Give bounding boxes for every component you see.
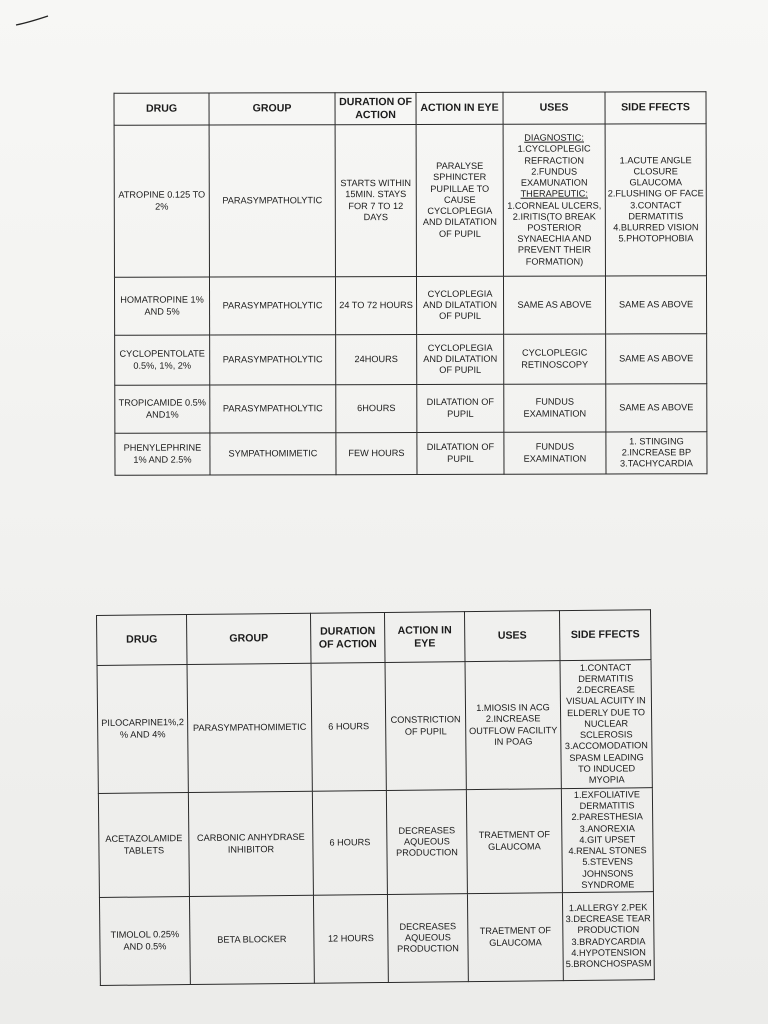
uses-cell: SAME AS ABOVE bbox=[503, 276, 605, 334]
duration-cell: 24 TO 72 HOURS bbox=[335, 276, 416, 334]
group-cell: BETA BLOCKER bbox=[189, 895, 314, 984]
duration-cell: 12 HOURS bbox=[313, 894, 388, 983]
header-drug: DRUG bbox=[97, 615, 188, 666]
side-effect-item: 1.CONTACT DERMATITIS bbox=[578, 662, 634, 685]
side-effects-cell: SAME AS ABOVE bbox=[606, 384, 707, 432]
header-side-effects: SIDE FFECTS bbox=[559, 610, 651, 661]
header-action: ACTION IN EYE bbox=[416, 92, 503, 124]
drug-cell: TIMOLOL 0.25% AND 0.5% bbox=[99, 897, 190, 986]
duration-cell: 6 HOURS bbox=[311, 662, 386, 791]
duration-cell: 6 HOURS bbox=[312, 790, 387, 895]
side-effect-item: 4.HYPOTENSION bbox=[571, 946, 646, 958]
pen-stroke-mark bbox=[14, 14, 50, 28]
header-uses: USES bbox=[503, 92, 605, 124]
side-effect-item: 1.EXFOLIATIVE DERMATITIS bbox=[573, 789, 641, 812]
action-cell: DECREASES AQUEOUS PRODUCTION bbox=[386, 790, 467, 895]
header-duration: DURATION OF ACTION bbox=[335, 92, 416, 124]
side-effect-item: 5.BRONCHOSPASM bbox=[565, 958, 652, 970]
duration-cell: STARTS WITHIN 15MIN. STAYS FOR 7 TO 12 DAYS bbox=[335, 124, 416, 276]
uses-heading-diagnostic: DIAGNOSTIC: bbox=[524, 132, 584, 143]
table-row bbox=[115, 432, 707, 476]
group-cell: PARASYMPATHOLYTIC bbox=[210, 335, 336, 385]
uses-item: 1.MIOSIS IN ACG bbox=[476, 702, 550, 714]
side-effect-item: 4.GIT UPSET 4.RENAL STONES 5.STEVENS JOHNSONS SYNDROME bbox=[568, 834, 647, 890]
action-cell: CYCLOPLEGIA AND DILATATION OF PUPIL bbox=[416, 276, 503, 334]
action-cell: PARALYSE SPHINCTER PUPILLAE TO CAUSE CYCLOPLEGIA AND DILATATION OF PUPIL bbox=[416, 124, 503, 276]
action-cell: CONSTRICTION OF PUPIL bbox=[385, 662, 466, 791]
drug-cell: PILOCARPINE1%,2 % AND 4% bbox=[97, 665, 188, 794]
action-cell: DILATATION OF PUPIL bbox=[417, 384, 504, 432]
group-cell: PARASYMPATHOLYTIC bbox=[209, 125, 335, 277]
drug-cell: HOMATROPINE 1% AND 5% bbox=[114, 277, 209, 335]
header-row bbox=[97, 610, 651, 666]
group-cell: PARASYMPATHOMIMETIC bbox=[187, 663, 312, 792]
uses-item: 2.FUNDUS EXAMUNATION bbox=[520, 166, 588, 188]
drug-cell: ATROPINE 0.125 TO 2% bbox=[114, 125, 209, 277]
action-cell: CYCLOPLEGIA AND DILATATION OF PUPIL bbox=[417, 334, 504, 384]
side-effect-item: 3.ACCOMODATION SPASM LEADING TO INDUCED MYOPIA bbox=[564, 740, 648, 785]
side-effects-cell: SAME AS ABOVE bbox=[605, 276, 706, 334]
uses-cell bbox=[503, 124, 605, 276]
header-duration: DURATION OF ACTION bbox=[310, 612, 385, 663]
table-row bbox=[114, 276, 706, 336]
uses-item: 1.CYCLOPLEGIC REFRACTION bbox=[517, 144, 591, 166]
side-effect-item: 4.BLURRED VISION bbox=[613, 222, 699, 233]
table-row bbox=[98, 788, 653, 898]
side-effects-cell bbox=[560, 660, 652, 789]
table-row bbox=[99, 892, 654, 986]
side-effect-item: 2.PARESTHESIA bbox=[571, 811, 643, 823]
side-effect-item: 3.BRADYCARDIA bbox=[571, 935, 646, 947]
uses-cell: TRAETMENT OF GLAUCOMA bbox=[467, 893, 563, 982]
glaucoma-drug-table bbox=[96, 609, 655, 986]
header-group: GROUP bbox=[209, 93, 335, 125]
action-cell: DECREASES AQUEOUS PRODUCTION bbox=[387, 894, 468, 983]
group-cell: CARBONIC ANHYDRASE INHIBITOR bbox=[188, 791, 313, 896]
mydriatic-drug-table bbox=[113, 91, 707, 476]
header-uses: USES bbox=[464, 611, 560, 662]
header-action: ACTION IN EYE bbox=[384, 612, 465, 663]
drug-cell: PHENYLEPHRINE 1% AND 2.5% bbox=[115, 433, 210, 475]
action-cell: DILATATION OF PUPIL bbox=[417, 432, 504, 474]
uses-item: 1.CORNEAL ULCERS, bbox=[507, 200, 602, 211]
uses-cell bbox=[465, 661, 561, 790]
table-row bbox=[114, 124, 706, 278]
header-drug: DRUG bbox=[114, 93, 209, 125]
side-effects-cell bbox=[561, 788, 653, 893]
drug-cell: CYCLOPENTOLATE 0.5%, 1%, 2% bbox=[115, 335, 210, 385]
side-effect-item: 1.ACUTE ANGLE CLOSURE GLAUCOMA bbox=[619, 154, 692, 188]
duration-cell: 24HOURS bbox=[336, 334, 417, 384]
header-group: GROUP bbox=[187, 613, 312, 664]
side-effects-cell: SAME AS ABOVE bbox=[606, 334, 707, 384]
uses-cell: CYCLOPLEGIC RETINOSCOPY bbox=[504, 334, 606, 384]
drug-cell: TROPICAMIDE 0.5% AND1% bbox=[115, 385, 210, 433]
uses-cell: FUNDUS EXAMINATION bbox=[504, 384, 606, 432]
uses-cell: FUNDUS EXAMINATION bbox=[504, 432, 606, 474]
side-effect-item: 2.FLUSHING OF FACE bbox=[607, 188, 704, 199]
uses-item: 2.IRITIS(TO BREAK POSTERIOR SYNAECHIA AND PREVENT THEIR FORMATION) bbox=[512, 211, 596, 267]
table-row bbox=[97, 660, 652, 794]
table-row bbox=[115, 334, 707, 386]
side-effects-cell bbox=[562, 892, 654, 981]
duration-cell: FEW HOURS bbox=[336, 432, 417, 474]
side-effect-item: 2.DECREASE VISUAL ACUITY IN ELDERLY DUE TO NUCLEAR SCLEROSIS bbox=[566, 684, 646, 741]
group-cell: PARASYMPATHOLYTIC bbox=[210, 385, 336, 433]
side-effects-cell bbox=[606, 432, 707, 474]
side-effects-cell bbox=[605, 124, 706, 276]
side-effect-item: 3.CONTACT DERMATITIS bbox=[628, 199, 684, 222]
group-cell: SYMPATHOMIMETIC bbox=[210, 433, 336, 475]
side-effect-item: 3.ANOREXIA bbox=[579, 823, 635, 834]
uses-heading-therapeutic: THERAPEUTIC: bbox=[520, 188, 588, 200]
side-effect-item: 1. STINGING bbox=[629, 435, 684, 447]
uses-cell: TRAETMENT OF GLAUCOMA bbox=[466, 789, 562, 894]
uses-item: 2.INCREASE OUTFLOW FACILITY IN POAG bbox=[469, 713, 558, 747]
duration-cell: 6HOURS bbox=[336, 384, 417, 432]
side-effect-item: 1.ALLERGY 2.PEK bbox=[568, 902, 648, 913]
header-row bbox=[114, 92, 706, 126]
side-effect-item: 3.DECREASE TEAR PRODUCTION bbox=[565, 913, 651, 936]
table-row bbox=[115, 384, 707, 434]
group-cell: PARASYMPATHOLYTIC bbox=[209, 277, 335, 335]
side-effect-item: 5.PHOTOPHOBIA bbox=[618, 233, 694, 244]
header-side-effects: SIDE FFECTS bbox=[605, 92, 706, 124]
drug-cell: ACETAZOLAMIDE TABLETS bbox=[98, 793, 189, 898]
side-effect-item: 2.INCREASE BP bbox=[621, 447, 692, 458]
side-effect-item: 3.TACHYCARDIA bbox=[620, 458, 693, 469]
